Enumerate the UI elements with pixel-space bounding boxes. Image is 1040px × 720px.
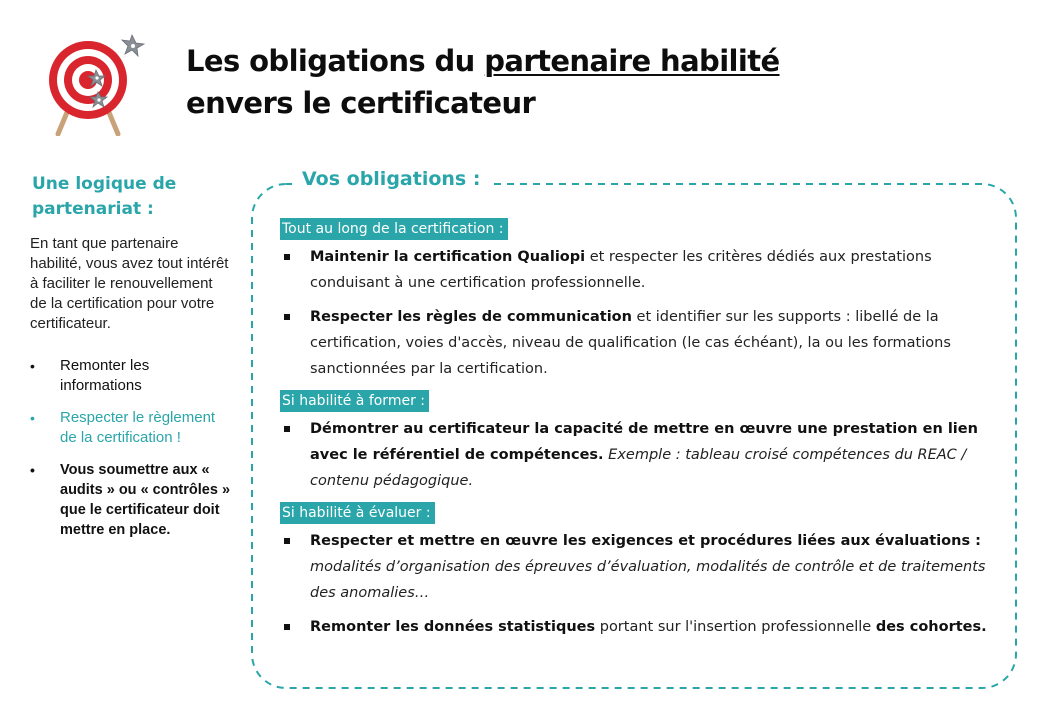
obligations-content: [280, 218, 1000, 648]
item-bold: Respecter les règles de communication: [310, 309, 632, 325]
section-title: Si habilité à évaluer :: [280, 502, 435, 524]
title-line2: envers le certificateur: [186, 86, 536, 120]
title-line1-prefix: Les obligations du: [186, 44, 485, 78]
square-bullet-icon: [284, 254, 290, 260]
sidebar-bullet: • Vous soumettre aux « audits » ou « contrôles » que le certificateur doit mettre en place.: [30, 460, 230, 540]
sidebar-bullet: • Respecter le règlement de la certification !: [30, 408, 230, 448]
item-italic: modalités d’organisation des épreuves d’évaluation, modalités de contrôle et de traitements des anomalies…: [310, 559, 986, 601]
item-bold: Maintenir la certification Qualiopi: [310, 249, 586, 265]
square-bullet-icon: [284, 314, 290, 320]
list-item: [280, 304, 1000, 382]
item-italic: Exemple : tableau croisé compétences du REAC / contenu pédagogique.: [310, 447, 967, 489]
list-item: [280, 528, 1000, 606]
section-title: Tout au long de la certification :: [280, 218, 508, 240]
sidebar-heading: Une logique de partenariat :: [32, 174, 177, 219]
target-with-shurikens-icon: [46, 30, 154, 136]
title-underlined-phrase: partenaire habilité: [484, 44, 780, 78]
square-bullet-icon: [284, 538, 290, 544]
square-bullet-icon: [284, 624, 290, 630]
sidebar-bullet: • Remonter les informations: [30, 356, 230, 396]
sidebar-intro: En tant que partenaire habilité, vous avez tout intérêt à faciliter le renouvellement de la certification pour votre certificateur.: [30, 235, 229, 332]
item-bold: Démontrer au certificateur la capacité de mettre en œuvre une prestation en lien avec le référentiel de compétences.: [310, 421, 978, 463]
list-item: [280, 416, 1000, 494]
sidebar-bullet-list: [30, 356, 230, 540]
sidebar-partnership: [30, 172, 230, 552]
obligations-heading: Vos obligations :: [292, 164, 490, 194]
list-item: [280, 614, 1000, 640]
item-bold: Respecter et mettre en œuvre les exigences et procédures liées aux évaluations :: [310, 533, 981, 549]
square-bullet-icon: [284, 426, 290, 432]
list-item: [280, 244, 1000, 296]
item-text: portant sur l'insertion professionnelle: [595, 619, 876, 635]
item-text: et identifier sur les supports : libellé de la certification, voies d'accès, niveau de qualification (le cas échéant), la ou les formations sanctionnées par la certification.: [310, 309, 951, 377]
item-bold: Remonter les données statistiques: [310, 619, 596, 635]
page-title: [186, 40, 886, 124]
item-text: et respecter les critères dédiés aux prestations conduisant à une certification professionnelle.: [310, 249, 932, 291]
item-bold-end: des cohortes.: [875, 619, 987, 635]
section-title: Si habilité à former :: [280, 390, 429, 412]
